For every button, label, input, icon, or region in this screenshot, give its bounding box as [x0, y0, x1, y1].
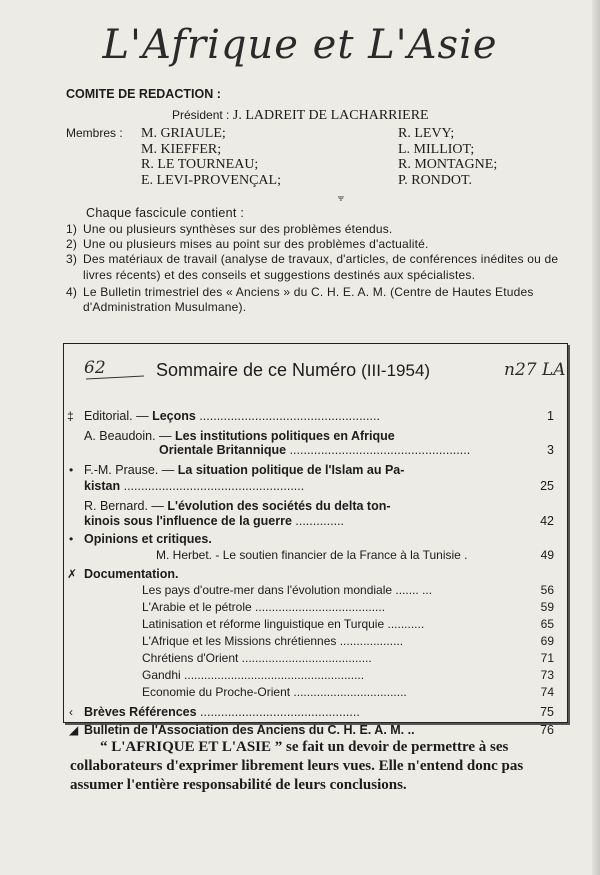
- toc-row: A. Beaudoin. — Les institutions politiques en Afrique: [84, 429, 395, 443]
- contents-item: 1) Une ou plusieurs synthèses sur des problèmes étendus.: [66, 222, 393, 236]
- contents-list: [66, 222, 562, 315]
- comite-heading: COMITE DE REDACTION :: [66, 87, 221, 101]
- toc-row: Les pays d'outre-mer dans l'évolution mondiale ....... ... 56: [142, 583, 554, 597]
- toc-row: F.-M. Prause. — La situation politique de l'Islam au Pa-: [84, 463, 405, 477]
- sommaire-header: [64, 352, 567, 382]
- member: M. KIEFFER;: [141, 141, 222, 157]
- president-line: [172, 108, 429, 124]
- toc-row: Gandhi ...................................................... 73: [142, 668, 554, 682]
- member: R. MONTAGNE;: [398, 157, 498, 172]
- sommaire-title: Sommaire de ce Numéro (III-1954): [156, 360, 431, 380]
- toc-row: Documentation.: [84, 567, 179, 581]
- note-line: “ L'AFRIQUE ET L'ASIE ” se fait un devoir de permettre à ses: [100, 739, 509, 755]
- toc-row: R. Bernard. — L'évolution des sociétés du delta ton-: [84, 499, 391, 513]
- toc-row: L'Arabie et le pétrole ....................................... 59: [142, 600, 554, 614]
- margin-mark: ◢: [69, 723, 79, 737]
- contents-intro: Chaque fascicule contient :: [86, 206, 245, 220]
- toc-row: Editorial. — Leçons .................................................... 1: [84, 409, 554, 423]
- toc-row: Opinions et critiques.: [84, 532, 212, 546]
- member: R. LE TOURNEAU;: [141, 157, 259, 172]
- margin-mark: ✗: [67, 567, 78, 581]
- toc-row: Orientale Britannique .................................................... 3: [159, 443, 554, 457]
- toc-row: M. Herbet. - Le soutien financier de la France à la Tunisie . 49: [156, 548, 554, 562]
- member: E. LEVI-PROVENÇAL;: [141, 172, 281, 188]
- member: M. GRIAULE;: [141, 126, 226, 141]
- journal-title: L'Afrique et L'Asie: [102, 22, 498, 68]
- toc-row: kistan .................................................... 25: [84, 479, 554, 493]
- note-line: assumer l'entière responsabilité de leurs conclusions.: [70, 777, 407, 793]
- margin-mark: •: [69, 463, 74, 477]
- toc-row: Brèves Références .............................................. 75: [84, 705, 554, 719]
- contents-item: 2) Une ou plusieurs mises au point sur des problèmes d'actualité.: [66, 237, 429, 252]
- note-line: collaborateurs d'exprimer librement leurs vues. Elle n'entend donc pas: [70, 758, 524, 774]
- handwritten-note-right: n27 LA: [504, 360, 566, 380]
- page-edge: [592, 0, 600, 875]
- member: R. LEVY;: [398, 126, 455, 141]
- toc-row: Bulletin de l'Association des Anciens du C. H. E. A. M. .. 76: [84, 723, 554, 737]
- contents-item: 4) Le Bulletin trimestriel des « Anciens » du C. H. E. A. M. (Centre de Hautes Etudes d'Administration Musulmane).: [66, 284, 534, 315]
- members-left-column: [141, 126, 281, 188]
- toc-row: Economie du Proche-Orient .................................. 74: [142, 685, 554, 699]
- president-label: Président :: [172, 108, 230, 122]
- toc-row: Chrétiens d'Orient ....................................... 71: [142, 651, 554, 665]
- toc-row: kinois sous l'influence de la guerre .............. 42: [84, 514, 554, 528]
- toc-row: Latinisation et réforme linguistique en Turquie ........... 65: [142, 617, 554, 631]
- handwritten-note-left: 62: [84, 358, 106, 378]
- contents-item: 3) Des matériaux de travail (analyse de travaux, d'articles, de conférences inédites ou de livres récents) et des conseils et suggestions destinés aux spécialistes.: [66, 252, 559, 282]
- member: P. RONDOT.: [398, 172, 473, 188]
- margin-mark: •: [69, 532, 74, 546]
- ornament-mark: ᴪ: [338, 192, 344, 204]
- membres-label: Membres :: [66, 126, 123, 140]
- sommaire-box: [63, 343, 568, 737]
- margin-mark: ‡: [67, 409, 74, 423]
- toc-row: L'Afrique et les Missions chrétiennes ................... 69: [142, 634, 554, 648]
- editorial-note: [70, 738, 566, 795]
- member: L. MILLIOT;: [398, 141, 475, 157]
- margin-mark: ‹: [69, 705, 73, 719]
- president-name: J. LADREIT DE LACHARRIERE: [232, 108, 429, 123]
- members-right-column: [398, 126, 497, 188]
